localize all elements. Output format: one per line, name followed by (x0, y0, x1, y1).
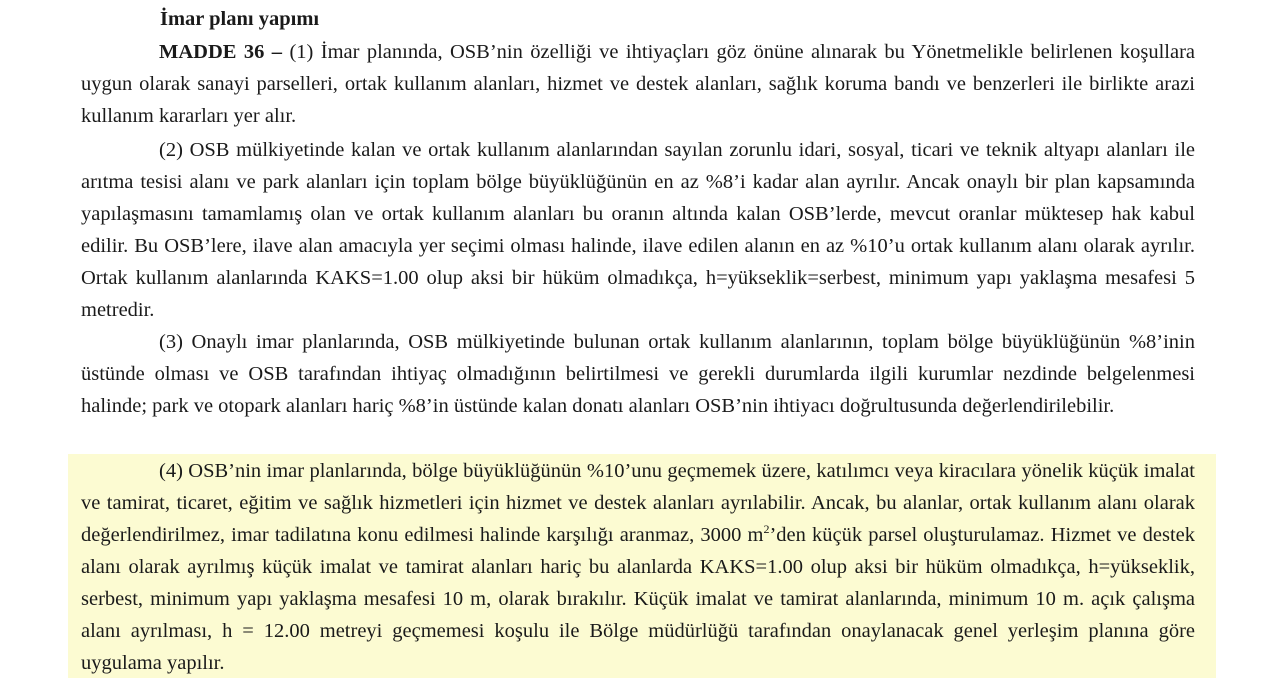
paragraph-1 (81, 36, 1195, 132)
superscript-2: 2 (763, 522, 770, 537)
paragraph-2: (2) OSB mülkiyetinde kalan ve ortak kullanım alanlarından sayılan zorunlu idari, sosyal, ticari ve teknik altyapı alanları ile arıtma tesisi alanı ve park alanları için toplam bölge büyüklüğünün en az %8’i kadar alan ayrılır. Ancak onaylı bir plan kapsamında yapılaşmasını tamamlamış olan ve ortak kullanım alanları bu oranın altında kalan OSB’lerde, mevcut oranlar müktesep hak kabul edilir. Bu OSB’lere, ilave alan amacıyla yer seçimi olması halinde, ilave edilen alanın en az %10’u ortak kullanım alanı olarak ayrılır. Ortak kullanım alanlarında KAKS=1.00 olup aksi bir hüküm olmadıkça, h=yükseklik=serbest, minimum yapı yaklaşma mesafesi 5 metredir. (81, 139, 1195, 321)
paragraph-4-text-b: ’den küçük parsel oluşturulamaz. Hizmet ve destek alanı olarak ayrılmış küçük imalat ve tamirat alanları hariç bu alanlarda KAKS=1.00 olup aksi bir hüküm olmadıkça, h=yükseklik, serbest, minimum yapı yaklaşma mesafesi 10 m, olarak bırakılır. Küçük imalat ve tamirat alanlarında, minimum 10 m. açık çalışma alanı ayrılması, h = 12.00 metreyi geçmemesi koşulu ile Bölge müdürlüğü tarafından onaylanacak genel yerleşim planına göre uygulama yapılır. (81, 524, 1195, 674)
paragraph-1-text: (1) İmar planında, OSB’nin özelliği ve ihtiyaçları göz önüne alınarak bu Yönetmelikle belirlenen koşullara uygun olarak sanayi parselleri, ortak kullanım alanları, hizmet ve destek alanları, sağlık koruma bandı ve benzerleri ile birlikte arazi kullanım kararları yer alır. (81, 41, 1196, 127)
paragraph-4-text-a: (4) OSB’nin imar planlarında, bölge büyüklüğünün %10’unu geçmemek üzere, katılımcı veya kiracılara yönelik küçük imalat ve tamirat, ticaret, eğitim ve sağlık hizmetleri için hizmet ve destek alanları ayrılabilir. Ancak, bu alanlar, ortak kullanım alanı olarak değerlendirilmez, imar tadilatına konu edilmesi halinde karşılığı aranmaz, 3000 m (81, 460, 1195, 546)
section-title: İmar planı yapımı (160, 8, 320, 30)
paragraph-3: (3) Onaylı imar planlarında, OSB mülkiyetinde bulunan ortak kullanım alanlarının, toplam bölge büyüklüğünün %8’inin üstünde olması ve OSB tarafından ihtiyaç olmadığının belirtilmesi ve gerekli durumlarda ilgili kurumlar nezdinde belgelenmesi halinde; park ve otopark alanları hariç %8’in üstünde kalan donatı alanları OSB’nin ihtiyacı doğrultusunda değerlendirilebilir. (81, 331, 1195, 417)
article-label: MADDE 36 – (159, 41, 283, 63)
paragraph-4 (81, 455, 1195, 679)
